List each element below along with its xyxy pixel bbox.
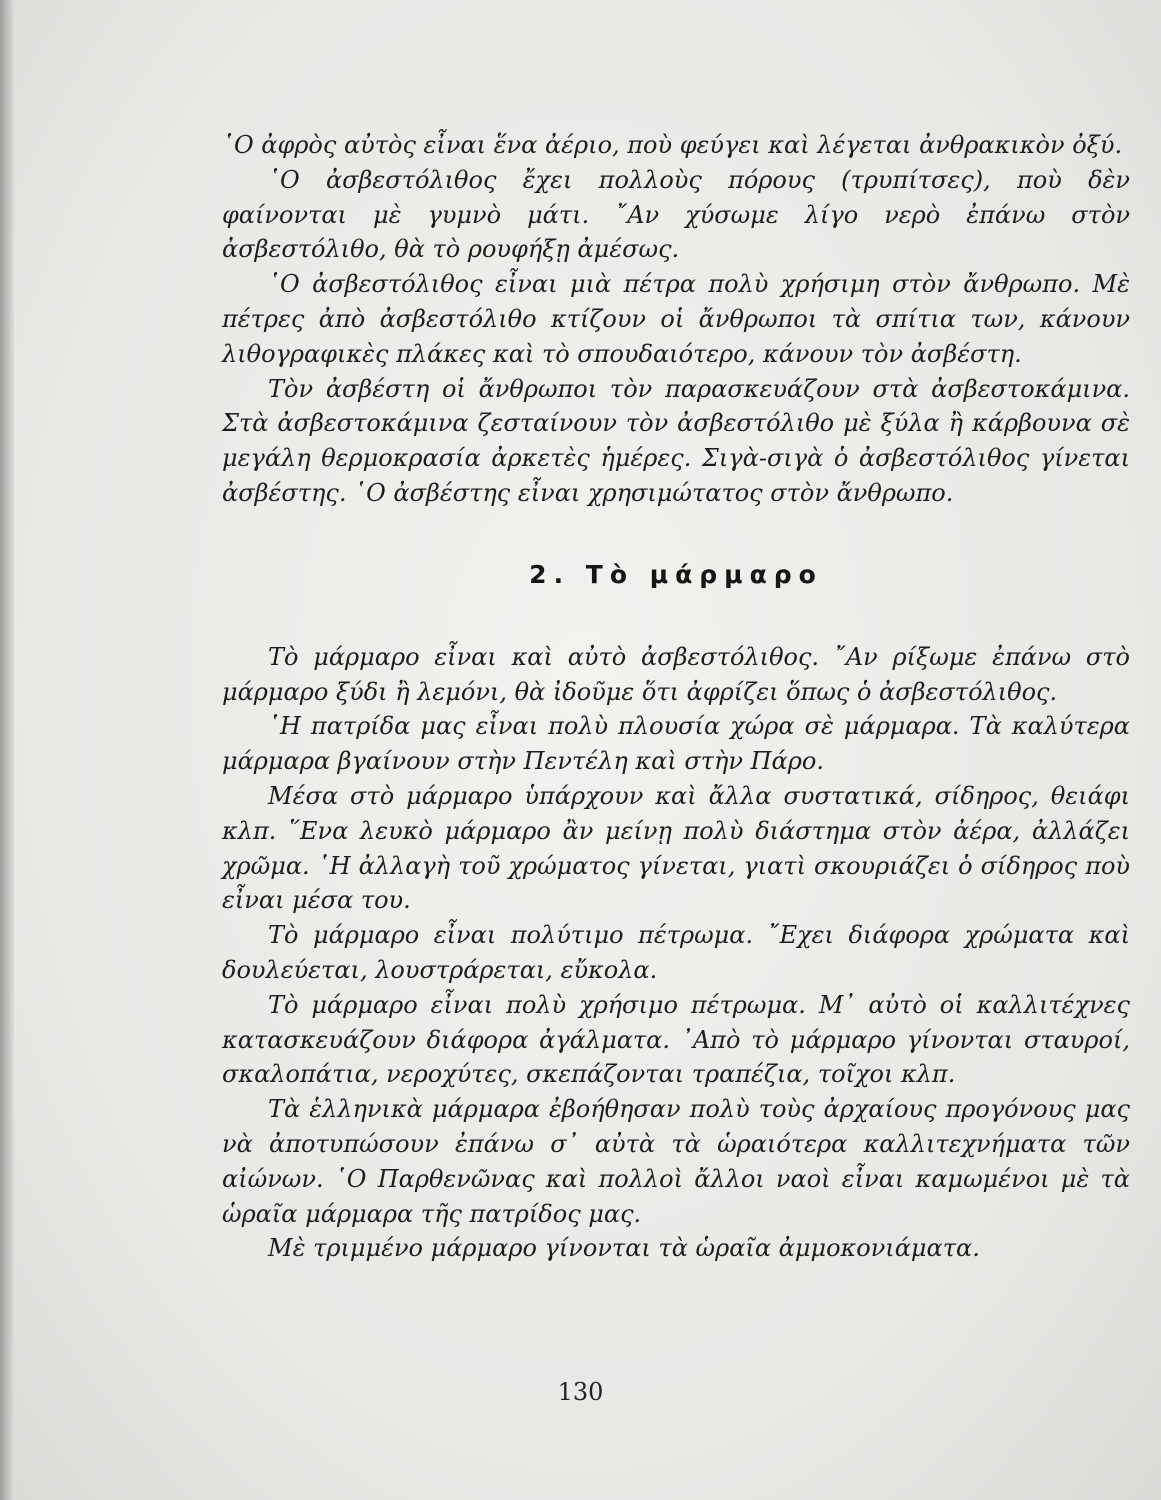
paragraph-ancient-ancestors: Τὰ ἑλληνικὰ μάρμαρα ἐβοήθησαν πολὺ τοὺς ἀρχαίους προγόνους μας νὰ ἀποτυπώσουν ἐπάνω σ᾿ αὐτὰ τὰ ὡραιότερα καλλιτεχνήματα τῶν αἰώνων. ῾Ο Παρθενῶνας καὶ πολλοὶ ἄλλοι ναοὶ εἶναι καμωμένοι μὲ τὰ ὡραῖα μάρμαρα τῆς πατρίδος μας. — [222, 1095, 1130, 1228]
paragraph-marble-precious: Τὸ μάρμαρο εἶναι πολύτιμο πέτρωμα. ῎Εχει διάφορα χρώματα καὶ δουλεύεται, λουστράρεται, εὔκολα. — [222, 921, 1130, 984]
paragraph-limestone-foam: ῾Ο ἀφρὸς αὐτὸς εἶναι ἕνα ἀέριο, ποὺ φεύγει καὶ λέγεται ἀνθρακικὸν ὀξύ. — [222, 131, 1123, 159]
paragraph-limestone-uses: ῾Ο ἀσβεστόλιθος εἶναι μιὰ πέτρα πολὺ χρήσιμη στὸν ἄνθρωπο. Μὲ πέτρες ἀπὸ ἀσβεστόλιθο κτίζουν οἱ ἄνθρωποι τὰ σπίτια των, κάνουν λιθογραφικὲς πλάκες καὶ τὸ σπουδαιότερο, κάνουν τὸν ἀσβέστη. — [222, 270, 1130, 368]
paragraph-crushed-marble: Μὲ τριμμένο μάρμαρο γίνονται τὰ ὡραῖα ἀμμοκονιάματα. — [268, 1234, 980, 1263]
page-body — [222, 128, 1130, 1266]
paragraph-limestone-pores: ῾Ο ἀσβεστόλιθος ἔχει πολλοὺς πόρους (τρυπίτσες), ποὺ δὲν φαίνονται μὲ γυμνὸ μάτι. ῎Αν χύσωμε λίγο νερὸ ἐπάνω στὸν ἀσβεστόλιθο, θὰ τὸ ρουφήξῃ ἀμέσως. — [222, 165, 1130, 264]
section-heading-marble: 2. Τὸ μάρμαρο — [529, 559, 823, 589]
paragraph-marble-components: Μέσα στὸ μάρμαρο ὑπάρχουν καὶ ἄλλα συστατικά, σίδηρος, θειάφι κλπ. ῞Ενα λευκὸ μάρμαρο ἂν μείνῃ πολὺ διάστημα στὸν ἀέρα, ἀλλάζει χρῶμα. ῾Η ἀλλαγὴ τοῦ χρώματος γίνεται, γιατὶ σκουριάζει ὁ σίδηρος ποὺ εἶναι μέσα του. — [222, 781, 1130, 915]
paragraph-greek-marble: ῾Η πατρίδα μας εἶναι πολὺ πλουσία χώρα σὲ μάρμαρα. Τὰ καλύτερα μάρμαρα βγαίνουν στὴν Πεντέλη καὶ στὴν Πάρο. — [222, 712, 1130, 776]
paragraph-lime-kilns: Τὸν ἀσβέστη οἱ ἄνθρωποι τὸν παρασκευάζουν στὰ ἀσβεστοκάμινα. Στὰ ἀσβεστοκάμινα ζεσταίνουν τὸν ἀσβεστόλιθο μὲ ξύλα ἢ κάρβουνα σὲ μεγάλη θερμοκρασία ἀρκετὲς ἡμέρες. Σιγὰ-σιγὰ ὁ ἀσβεστόλιθος γίνεται ἀσβέστης. ῾Ο ἀσβέστης εἶναι χρησιμώτατος στὸν ἄνθρωπο. — [222, 374, 1130, 507]
paragraph-marble-is-limestone: Τὸ μάρμαρο εἶναι καὶ αὐτὸ ἀσβεστόλιθος. ῎Αν ρίξωμε ἐπάνω στὸ μάρμαρο ξύδι ἢ λεμόνι, θὰ ἰδοῦμε ὅτι ἀφρίζει ὅπως ὁ ἀσβεστόλιθος. — [222, 642, 1130, 706]
page-binding-edge — [0, 0, 14, 1500]
paragraph-marble-useful: Τὸ μάρμαρο εἶναι πολὺ χρήσιμο πέτρωμα. Μ᾿ αὐτὸ οἱ καλλιτέχνες κατασκευάζουν διάφορα ἀγάλματα. ᾿Απὸ τὸ μάρμαρο γίνονται σταυροί, σκαλοπάτια, νεροχύτες, σκεπάζονται τραπέζια, τοῖχοι κλπ. — [222, 990, 1130, 1089]
page-number: 130 — [557, 1378, 604, 1406]
